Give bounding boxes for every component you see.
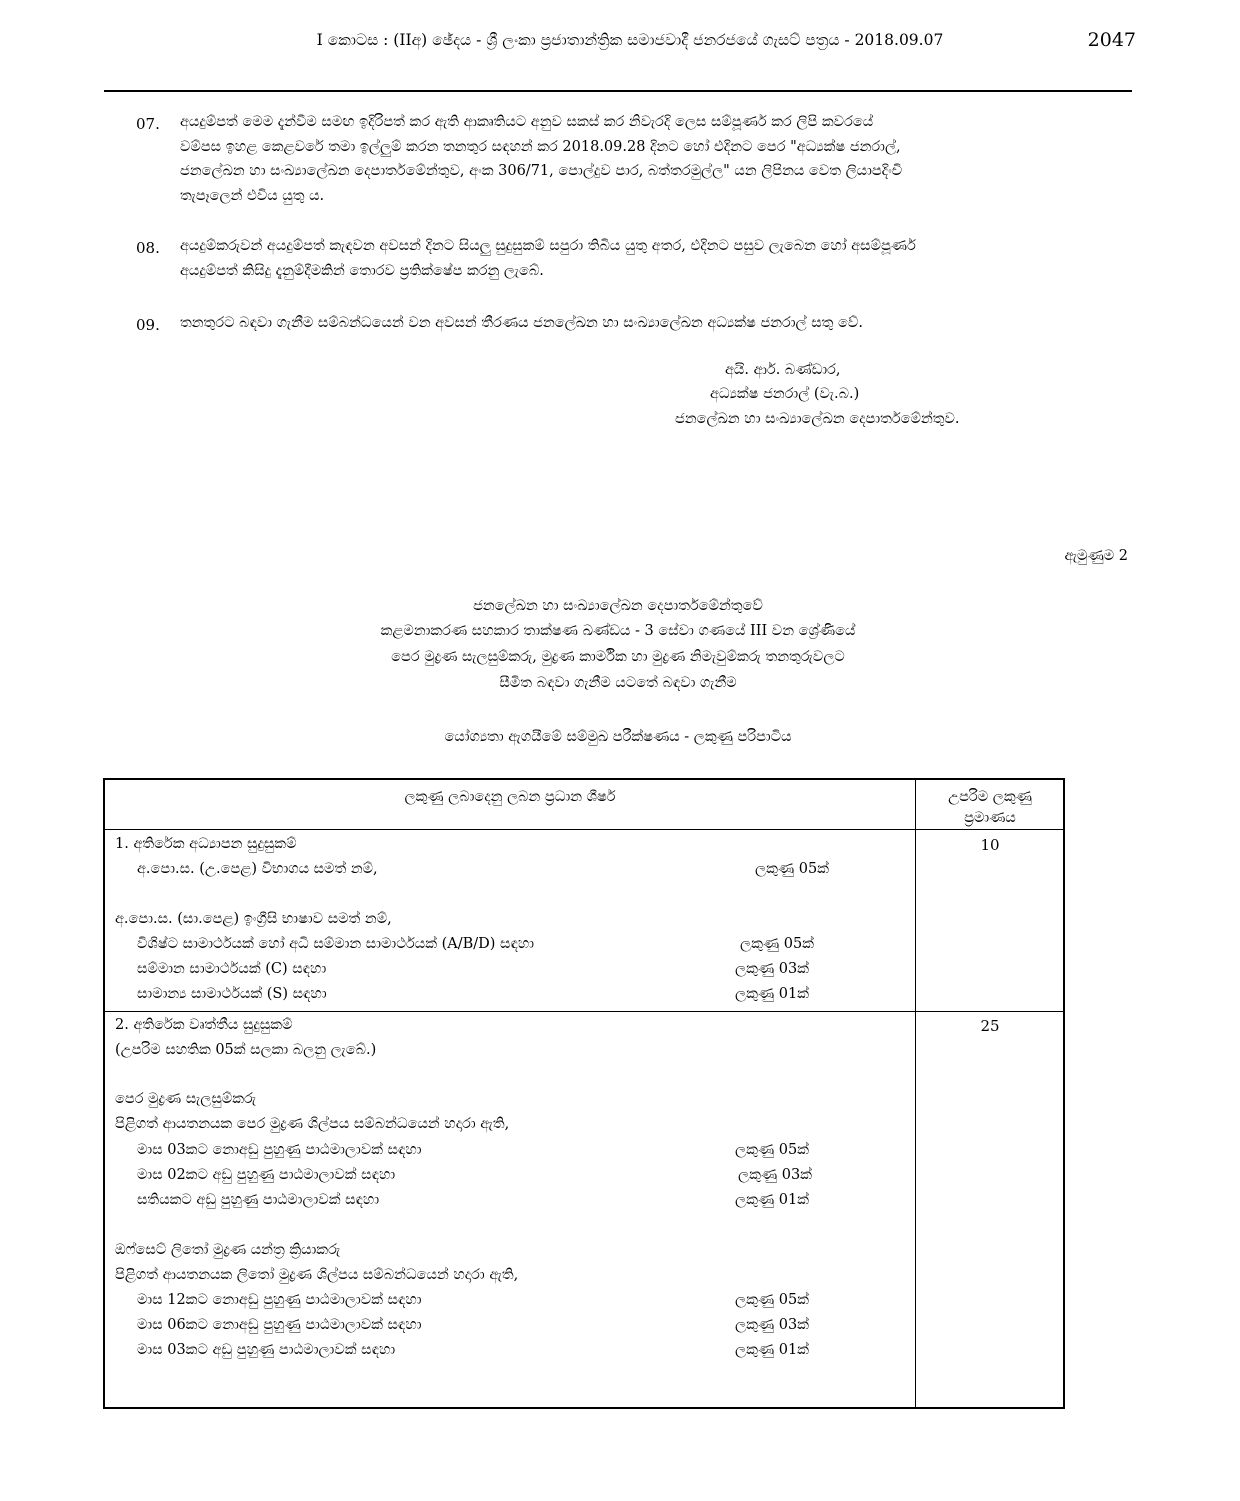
paragraph-09 (180, 311, 1130, 336)
row-marks: ලකුණු 05ක් (735, 1142, 809, 1158)
row-marks: ලකුණු 01ක් (735, 1192, 809, 1208)
prepress-title: පෙර මුද්‍රණ සැලසුම්කරු (115, 1091, 257, 1107)
paragraph-line: අයදුම්කරුවන් අයදුම්පත් කැඳවන අවසන් දිනට සියලු සුදුසුකම් සපුරා තිබිය යුතු අතර, එදිනට පසුව ලැබෙන හෝ අසම්පූර්ණ (180, 238, 916, 254)
table-row: මාස 06කට නොඅඩු පුහුණු පාඨමාලාවක් සඳහා (137, 1317, 422, 1333)
table-header-max-line2: ප්‍රමාණය (964, 810, 1016, 826)
interview-marking-title: යෝග්‍යතා ඇගයීමේ සම්මුඛ පරීක්ෂණය - ලකුණු පරිපාටිය (444, 729, 792, 745)
paragraph-line: තැපෑලෙන් එවිය යුතු ය. (180, 187, 325, 204)
paragraph-line: තනතුරට බඳවා ගැනීම සම්බන්ධයෙන් වන අවසන් තීරණය ජනලේඛන හා සංඛ්‍යාලේඛන අධ්‍යක්ෂ ජනරාල් සතු වේ. (180, 315, 863, 331)
table-row: සතියකට අඩු පුහුණු පාඨමාලාවක් සඳහා (137, 1192, 380, 1208)
section-2-title: 2. අතිරේක වෘත්තීය සුදුසුකම් (115, 1017, 293, 1033)
header-row-divider (105, 829, 1063, 830)
row-marks: ලකුණු 03ක් (738, 1167, 812, 1183)
row-marks: ලකුණු 03ක් (735, 961, 809, 977)
row-marks: ලකුණු 01ක් (735, 1342, 809, 1358)
gazette-header-title: I කොටස : (IIඅ) ඡේදය - ශ්‍රී ලංකා ප්‍රජාතාන්ත්‍රික සමාජවාදී ජනරජයේ ගැසට් පත්‍රය - 2018.09.07 (316, 31, 944, 49)
row-marks: ලකුණු 05ක් (740, 936, 814, 952)
row-marks: ලකුණු 01ක් (735, 986, 809, 1002)
table-header-max-line1: උපරිම ලකුණු (948, 789, 1032, 805)
annex-heading-line: කළමනාකරණ සහකාර තාක්ෂණ ඛණ්ඩය - 3 සේවා ගණයේ III වන ශ්‍රේණියේ (380, 623, 856, 639)
section-2-max-marks: 25 (980, 1017, 1000, 1035)
table-row: සාමාන්‍ය සාමාර්ථයක් (S) සඳහා (137, 986, 327, 1002)
paragraph-number-07: 07. (136, 115, 160, 133)
annex-heading-line: පෙර මුද්‍රණ සැලසුම්කරු, මුද්‍රණ කාර්මික හා මුද්‍රණ නිමැවුම්කරු තනතුරුවලට (391, 649, 845, 665)
signatory-name: අයි. ආර්. බණ්ඩාර, (725, 362, 841, 378)
table-row: මාස 12කට නොඅඩු පුහුණු පාඨමාලාවක් සඳහා (137, 1292, 422, 1308)
row-marks: ලකුණු 03ක් (735, 1317, 809, 1333)
paragraph-number-08: 08. (136, 239, 160, 257)
table-row: සම්මාන සාමාර්ථයක් (C) සඳහා (137, 961, 327, 977)
prepress-intro: පිළිගත් ආයතනයක පෙර මුද්‍රණ ශිල්පය සම්බන්ධයෙන් හදාරා ඇති, (115, 1116, 510, 1132)
paragraph-number-09: 09. (136, 316, 160, 334)
section-divider (105, 1011, 1063, 1012)
paragraph-line: අයදුම්පත් මෙම දැන්වීම සමඟ ඉදිරිපත් කර ඇති ආකෘතියට අනුව සකස් කර නිවැරදි ලෙස සම්පූර්ණ කර ලිපි කවරයේ (180, 114, 874, 130)
annex-label: ඇමුණුම 2 (1064, 548, 1128, 564)
row-marks: ලකුණු 05ක් (735, 1292, 809, 1308)
table-row: මාස 02කට අඩු පුහුණු පාඨමාලාවක් සඳහා (137, 1167, 396, 1183)
al-row-marks: ලකුණු 05ක් (755, 861, 829, 877)
annex-heading-line: ජනලේඛන හා සංඛ්‍යාලේඛන දෙපාර්තමේන්තුවේ (473, 598, 763, 614)
al-row-text: අ.පො.ස. (උ.පෙළ) විභාගය සමත් නම්, (137, 861, 378, 877)
ol-english-intro: අ.පො.ස. (සා.පෙළ) ඉංග්‍රීසි භාෂාව සමත් නම්, (115, 911, 392, 927)
signatory-designation: අධ්‍යක්ෂ ජනරාල් (වැ.බ.) (710, 386, 860, 402)
annex-heading-line: සීමිත බඳවා ගැනීම යටතේ බඳවා ගැනීම (499, 675, 737, 691)
paragraph-07 (180, 110, 1130, 208)
table-row: මාස 03කට අඩු පුහුණු පාඨමාලාවක් සඳහා (137, 1342, 396, 1358)
offset-intro: පිළිගත් ආයතනයක ලිතෝ මුද්‍රණ ශිල්පය සම්බන්ධයෙන් හදාරා ඇති, (115, 1267, 519, 1283)
section-1-title: 1. අතිරේක අධ්‍යාපන සුදුසුකම් (115, 836, 297, 852)
header-divider (104, 90, 1132, 92)
section-2-note: (උපරිම සහතික 05ක් සලකා බලනු ලැබේ.) (115, 1042, 377, 1058)
marking-scheme-table (103, 778, 1065, 1409)
paragraph-08 (180, 234, 1130, 283)
page-number: 2047 (1087, 29, 1136, 51)
signatory-department: ජනලේඛන හා සංඛ්‍යාලේඛන දෙපාර්තමේන්තුව. (675, 411, 960, 427)
table-header-main: ලකුණු ලබාදෙනු ලබන ප්‍රධාන ශීර්ෂ (404, 789, 616, 805)
offset-title: ඔෆ්සෙට් ලිතෝ මුද්‍රණ යන්ත්‍ර ක්‍රියාකරු (115, 1242, 341, 1258)
table-row: මාස 03කට නොඅඩු පුහුණු පාඨමාලාවක් සඳහා (137, 1142, 422, 1158)
paragraph-line: අයදුම්පත් කිසිදු දැනුම්දීමකින් තොරව ප්‍රතික්ෂේප කරනු ලැබේ. (180, 262, 544, 279)
paragraph-line: ජනලේඛන හා සංඛ්‍යාලේඛන දෙපාර්තමේන්තුව, අංක 306/71, පොල්දුව පාර, බත්තරමුල්ල" යන ලිපිනය වෙත ලියාපදිංචි (180, 163, 903, 179)
table-row: විශිෂ්ට සාමාර්ථයක් හෝ අධි සම්මාන සාමාර්ථයක් (A/B/D) සඳහා (137, 936, 535, 952)
paragraph-line: වම්පස ඉහළ කෙළවරේ තමා ඉල්ලුම් කරන තනතුර සඳහන් කර 2018.09.28 දිනට හෝ එදිනට පෙර "අධ්‍යක්ෂ ජනරාල්, (180, 138, 901, 155)
section-1-max-marks: 10 (980, 836, 1000, 854)
column-divider (915, 780, 916, 1407)
